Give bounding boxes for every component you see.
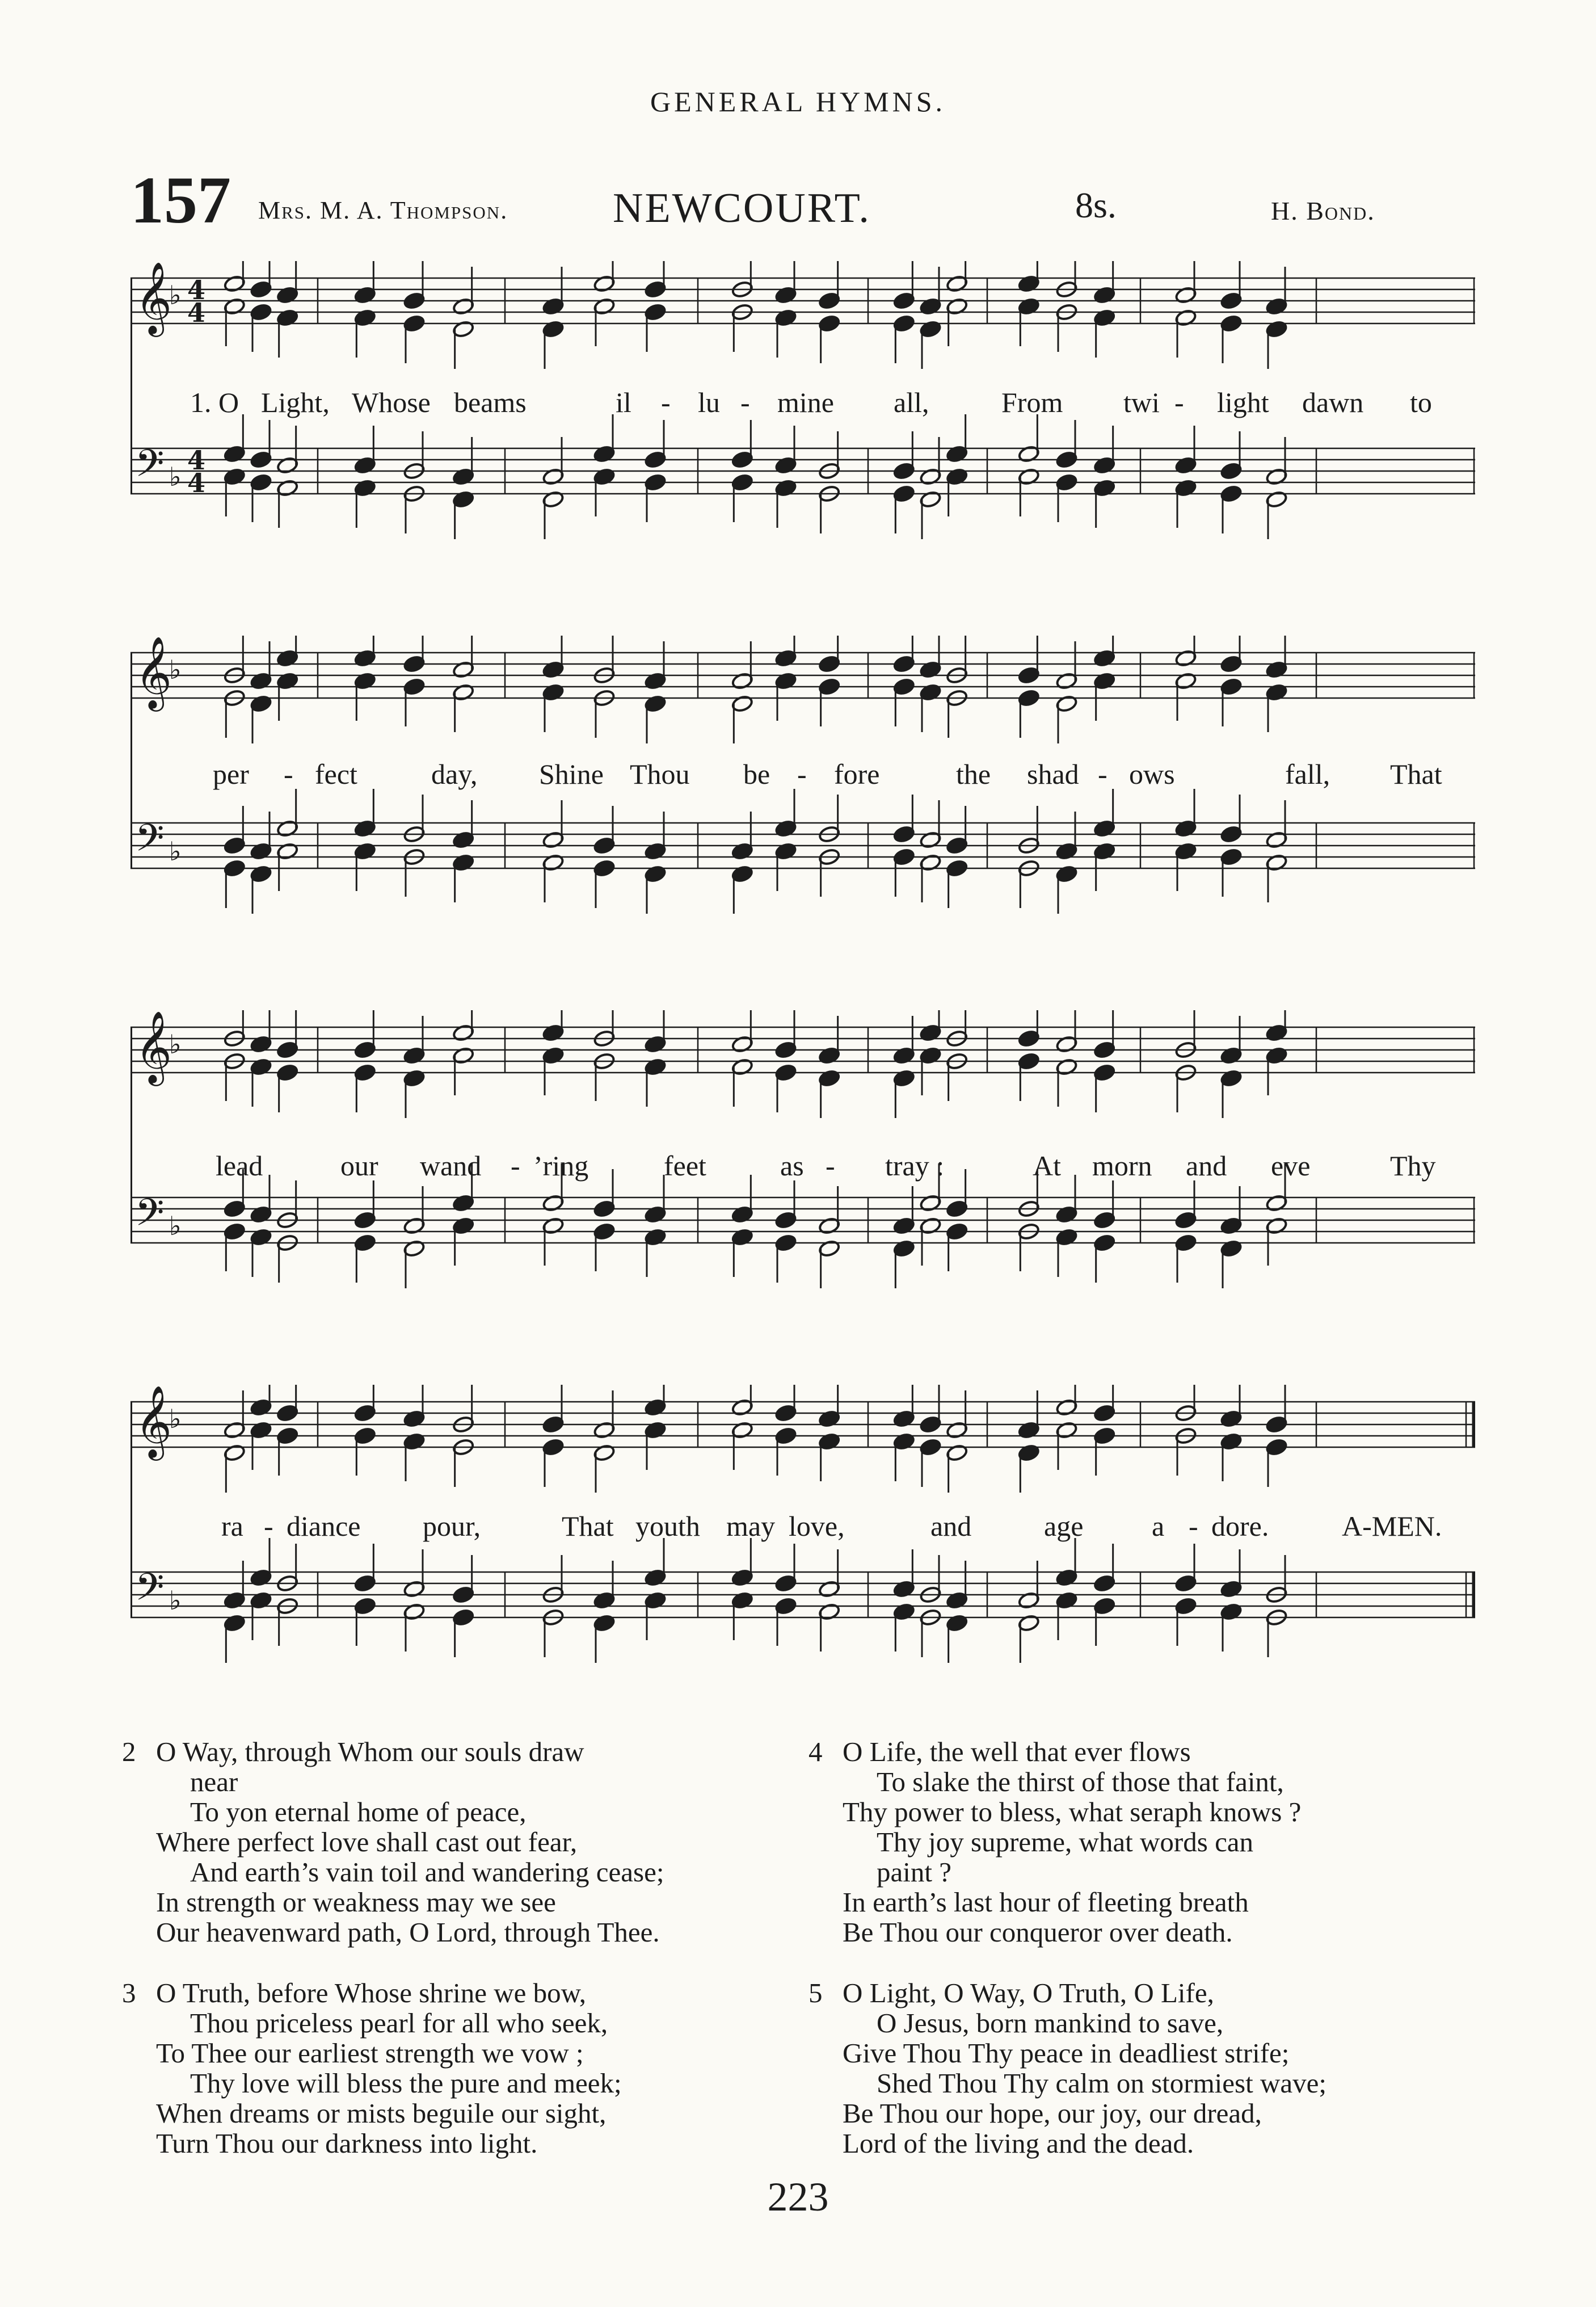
verse-line: To slake the thirst of those that faint,: [877, 1766, 1284, 1797]
syllable: -: [511, 1150, 520, 1182]
syllable: wand: [420, 1150, 482, 1182]
verse-line: In strength or weakness may we see: [156, 1886, 556, 1918]
syllable: -: [1098, 758, 1107, 790]
verse-line: Lord of the living and the dead.: [843, 2128, 1194, 2159]
svg-text:𝄞: 𝄞: [135, 1385, 172, 1457]
svg-text:♭: ♭: [169, 1585, 182, 1616]
syllable: a: [1152, 1510, 1165, 1542]
verse-number: 5: [808, 1977, 823, 2008]
verse-line: O Way, through Whom our souls draw: [156, 1736, 584, 1767]
verse-line: Thou priceless pearl for all who seek,: [190, 2007, 608, 2039]
syllable: Light,: [261, 386, 330, 418]
syllable: lead: [216, 1150, 263, 1182]
syllable: all,: [894, 386, 929, 418]
svg-text:♭: ♭: [169, 461, 182, 492]
syllable: the: [956, 758, 991, 790]
verse-line: Be Thou our hope, our joy, our dread,: [843, 2098, 1262, 2129]
syllable: At: [1033, 1150, 1061, 1182]
verse-line: Give Thou Thy peace in deadliest strife;: [843, 2037, 1290, 2069]
syllable: be: [743, 758, 770, 790]
syllable: That: [1390, 758, 1442, 790]
svg-text:4: 4: [187, 297, 206, 328]
syllable: Whose: [352, 386, 431, 418]
music-system-1: [130, 261, 1475, 562]
svg-text:♭: ♭: [169, 280, 182, 310]
syllable: From: [1001, 386, 1063, 418]
syllable: our: [340, 1150, 378, 1182]
verse-line: O Jesus, born mankind to save,: [877, 2007, 1224, 2039]
syllable: may: [726, 1510, 776, 1542]
syllable: day,: [431, 758, 478, 790]
syllable: tray :: [885, 1150, 945, 1182]
svg-text:♭: ♭: [169, 1029, 182, 1060]
verse-line: paint ?: [877, 1856, 951, 1888]
svg-text:𝄞: 𝄞: [135, 636, 172, 708]
syllable: per: [213, 758, 249, 790]
verse-line: Thy joy supreme, what words can: [877, 1826, 1254, 1858]
syllable: beams: [454, 386, 527, 418]
svg-text:♭: ♭: [169, 654, 182, 685]
verse-3: [122, 1977, 808, 2159]
verse-number: 3: [122, 1977, 136, 2008]
hymn-number: 157: [130, 163, 231, 237]
syllable: lu: [698, 386, 720, 418]
syllable: and: [930, 1510, 972, 1542]
syllable: Thou: [630, 758, 690, 790]
music-system-2: [130, 636, 1475, 953]
svg-text:𝄢: 𝄢: [135, 442, 165, 494]
syllable: light: [1217, 386, 1269, 418]
hymn-header: [130, 162, 1492, 241]
syllable: Thy: [1390, 1150, 1436, 1182]
syllable: That: [562, 1510, 614, 1542]
svg-text:𝄞: 𝄞: [135, 1010, 172, 1083]
running-head: GENERAL HYMNS.: [650, 86, 946, 117]
syllable: -: [264, 1510, 273, 1542]
syllable: dore.: [1211, 1510, 1269, 1542]
syllable: shad: [1027, 758, 1079, 790]
syllable: as: [780, 1150, 804, 1182]
syllable: -: [1174, 386, 1184, 418]
syllable: diance: [287, 1510, 361, 1542]
verse-4: [808, 1736, 1495, 1948]
syllable: -: [797, 758, 807, 790]
svg-text:4: 4: [187, 468, 206, 498]
svg-text:♭: ♭: [169, 1403, 182, 1434]
syllable: age: [1044, 1510, 1084, 1542]
syllable: -: [284, 758, 293, 790]
verse-line: Turn Thou our darkness into light.: [156, 2128, 538, 2159]
svg-text:♭: ♭: [169, 836, 182, 867]
composer: H. Bond.: [1271, 196, 1375, 225]
svg-text:𝄢: 𝄢: [135, 816, 165, 869]
verse-line: And earth’s vain toil and wandering cease;: [190, 1856, 664, 1888]
verse-number: 4: [808, 1736, 823, 1767]
syllable: -: [661, 386, 671, 418]
syllable: ’ring: [533, 1150, 589, 1182]
verse-line: To Thee our earliest strength we vow ;: [156, 2037, 584, 2069]
svg-text:𝄞: 𝄞: [135, 261, 172, 334]
verse-5: [808, 1977, 1495, 2159]
svg-text:𝄢: 𝄢: [135, 1191, 165, 1243]
syllable: -: [740, 386, 750, 418]
syllable: il: [616, 386, 631, 418]
lyric-line: [130, 1149, 1475, 1189]
verse-2: [122, 1736, 808, 1948]
verse-line: O Light, O Way, O Truth, O Life,: [843, 1977, 1214, 2008]
meter: 8s.: [1075, 185, 1117, 225]
syllable: Shine: [539, 758, 604, 790]
syllable: eve: [1271, 1150, 1311, 1182]
syllable: ows: [1129, 758, 1175, 790]
verse-line: Shed Thou Thy calm on stormiest wave;: [877, 2068, 1327, 2099]
syllable: mine: [777, 386, 834, 418]
syllable: fore: [834, 758, 880, 790]
syllable: and: [1186, 1150, 1227, 1182]
verse-line: To yon eternal home of peace,: [190, 1796, 527, 1827]
syllable: ra: [221, 1510, 243, 1542]
lyric-line: [130, 1510, 1475, 1549]
page-number: 223: [767, 2174, 829, 2220]
tune-name: NEWCOURT.: [613, 185, 871, 232]
svg-text:4: 4: [187, 275, 206, 305]
svg-text:4: 4: [187, 445, 206, 476]
syllable: fall,: [1285, 758, 1330, 790]
hymn-author: Mrs. M. A. Thompson.: [258, 196, 508, 224]
lyric-line: [130, 386, 1475, 426]
verse-line: O Life, the well that ever flows: [843, 1736, 1191, 1767]
svg-text:𝄢: 𝄢: [135, 1565, 165, 1618]
syllable: to: [1410, 386, 1432, 418]
verse-line: When dreams or mists beguile our sight,: [156, 2098, 607, 2129]
syllable: dawn: [1302, 386, 1364, 418]
verse-line: Thy love will bless the pure and meek;: [190, 2068, 622, 2099]
syllable: -: [1189, 1510, 1198, 1542]
syllable: love,: [789, 1510, 845, 1542]
syllable: feet: [664, 1150, 706, 1182]
verse-line: Where perfect love shall cast out fear,: [156, 1826, 578, 1858]
syllable: -: [826, 1150, 835, 1182]
verse-line: O Truth, before Whose shrine we bow,: [156, 1977, 587, 2008]
syllable: 1. O: [190, 386, 239, 418]
syllable: pour,: [423, 1510, 481, 1542]
syllable: morn: [1092, 1150, 1152, 1182]
verse-number: 2: [122, 1736, 136, 1767]
syllable: youth: [635, 1510, 700, 1542]
syllable: A-MEN.: [1342, 1510, 1442, 1542]
music-system-4: [130, 1385, 1475, 1703]
verse-line: near: [190, 1766, 238, 1797]
verse-line: Our heavenward path, O Lord, through Thee.: [156, 1917, 660, 1948]
verse-line: In earth’s last hour of fleeting breath: [843, 1886, 1249, 1918]
music-system-3: [130, 1010, 1475, 1345]
syllable: twi: [1123, 386, 1160, 418]
verse-line: Be Thou our conqueror over death.: [843, 1917, 1233, 1948]
syllable: fect: [315, 758, 357, 790]
verse-line: Thy power to bless, what seraph knows ?: [843, 1796, 1302, 1827]
lyric-line: [130, 758, 1475, 797]
svg-text:♭: ♭: [169, 1211, 182, 1241]
